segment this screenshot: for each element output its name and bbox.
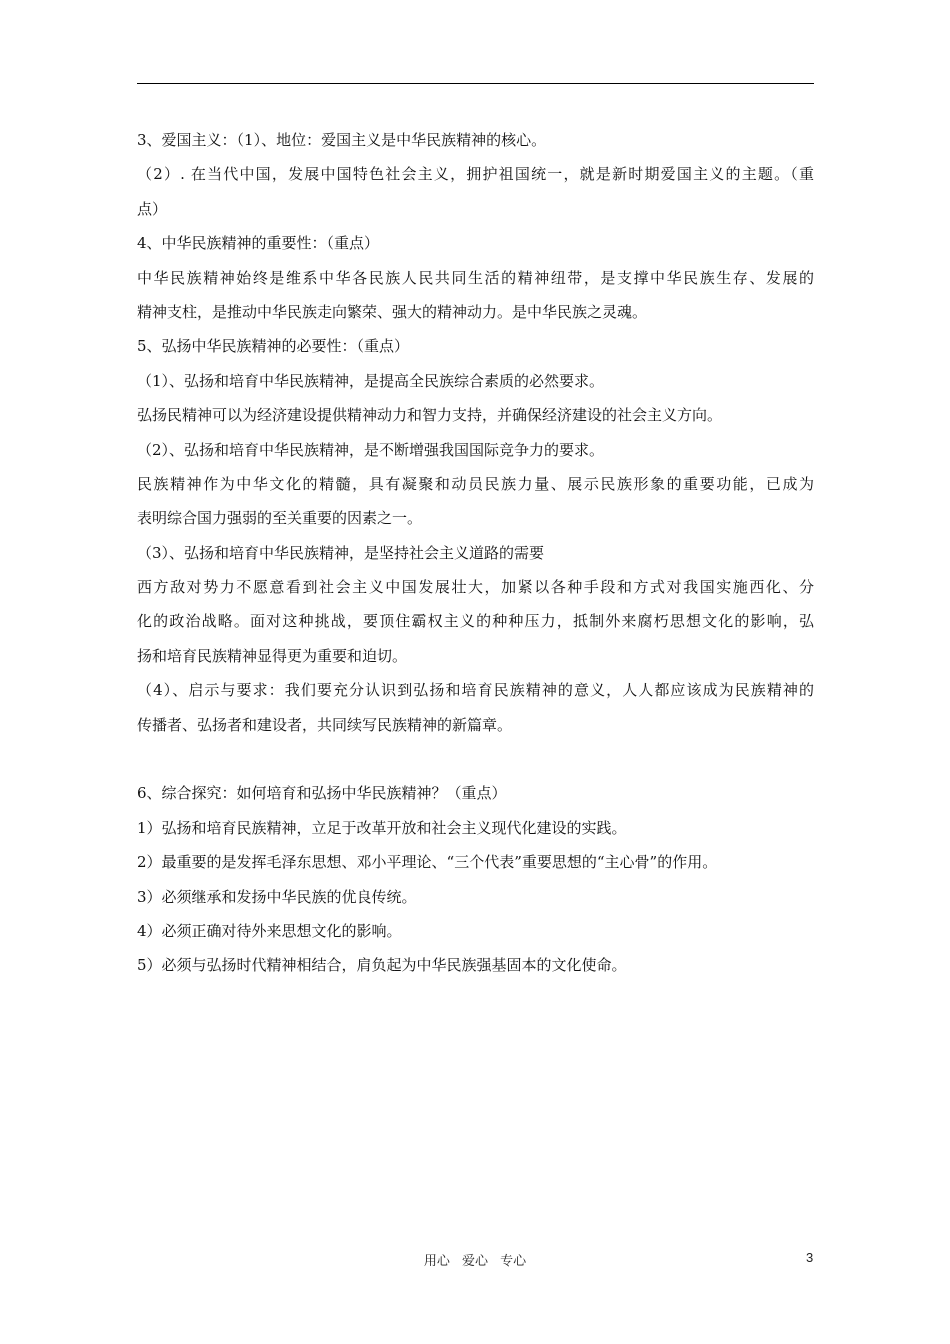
list-item: 1）弘扬和培育民族精神，立足于改革开放和社会主义现代化建设的实践。 [137, 818, 627, 837]
list-item: 2）最重要的是发挥毛泽东思想、邓小平理论、“三个代表”重要思想的“主心骨”的作用。 [137, 853, 718, 872]
list-item: 4）必须正确对待外来思想文化的影响。 [137, 921, 402, 940]
text-line: 西方敌对势力不愿意看到社会主义中国发展壮大，加紧以各种手段和方式对我国实施西化、分 [137, 578, 814, 597]
list-item: 3）必须继承和发扬中华民族的优良传统。 [137, 887, 417, 906]
text-line: 中华民族精神始终是维系中华各民族人民共同生活的精神纽带，是支撑中华民族生存、发展的 [137, 268, 814, 287]
list-item: 5）必须与弘扬时代精神相结合，肩负起为中华民族强基固本的文化使命。 [137, 956, 627, 975]
text-line: 表明综合国力强弱的至关重要的因素之一。 [137, 509, 423, 528]
text-line: 化的政治战略。面对这种挑战，要顶住霸权主义的种种压力，抵制外来腐朽思想文化的影响，弘 [137, 612, 814, 631]
footer-motto: 用心 爱心 专心 [423, 1254, 527, 1269]
page-number: 3 [806, 1250, 814, 1265]
text-line: （4）、启示与要求：我们要充分认识到弘扬和培育民族精神的意义，人人都应该成为民族精神的 [137, 681, 814, 700]
section-heading: 6、综合探究：如何培育和弘扬中华民族精神？（重点） [137, 784, 507, 803]
text-line: （3）、弘扬和培育中华民族精神，是坚持社会主义道路的需要 [137, 543, 545, 562]
text-line: 民族精神作为中华文化的精髓，具有凝聚和动员民族力量、展示民族形象的重要功能，已成为 [137, 474, 814, 493]
text-line: 扬和培育民族精神显得更为重要和迫切。 [137, 646, 408, 665]
document-body [137, 123, 814, 983]
text-line: （2）. 在当代中国，发展中国特色社会主义，拥护祖国统一，就是新时期爱国主义的主题。（重 [137, 165, 814, 184]
text-line: 传播者、弘扬者和建设者，共同续写民族精神的新篇章。 [137, 715, 513, 734]
text-line: 精神支柱，是推动中华民族走向繁荣、强大的精神动力。是中华民族之灵魂。 [137, 302, 648, 321]
text-line: 3、爱国主义：（1）、地位：爱国主义是中华民族精神的核心。 [137, 131, 547, 149]
text-line: （1）、弘扬和培育中华民族精神，是提高全民族综合素质的必然要求。 [137, 371, 605, 390]
text-line: （2）、弘扬和培育中华民族精神，是不断增强我国国际竞争力的要求。 [137, 440, 605, 459]
blank-line [137, 742, 814, 776]
section-heading: 5、弘扬中华民族精神的必要性：（重点） [137, 337, 410, 356]
text-line: 弘扬民精神可以为经济建设提供精神动力和智力支持，并确保经济建设的社会主义方向。 [137, 406, 723, 425]
text-line: 点） [137, 199, 168, 218]
header-rule [137, 83, 814, 84]
section-heading: 4、中华民族精神的重要性：（重点） [137, 234, 380, 253]
